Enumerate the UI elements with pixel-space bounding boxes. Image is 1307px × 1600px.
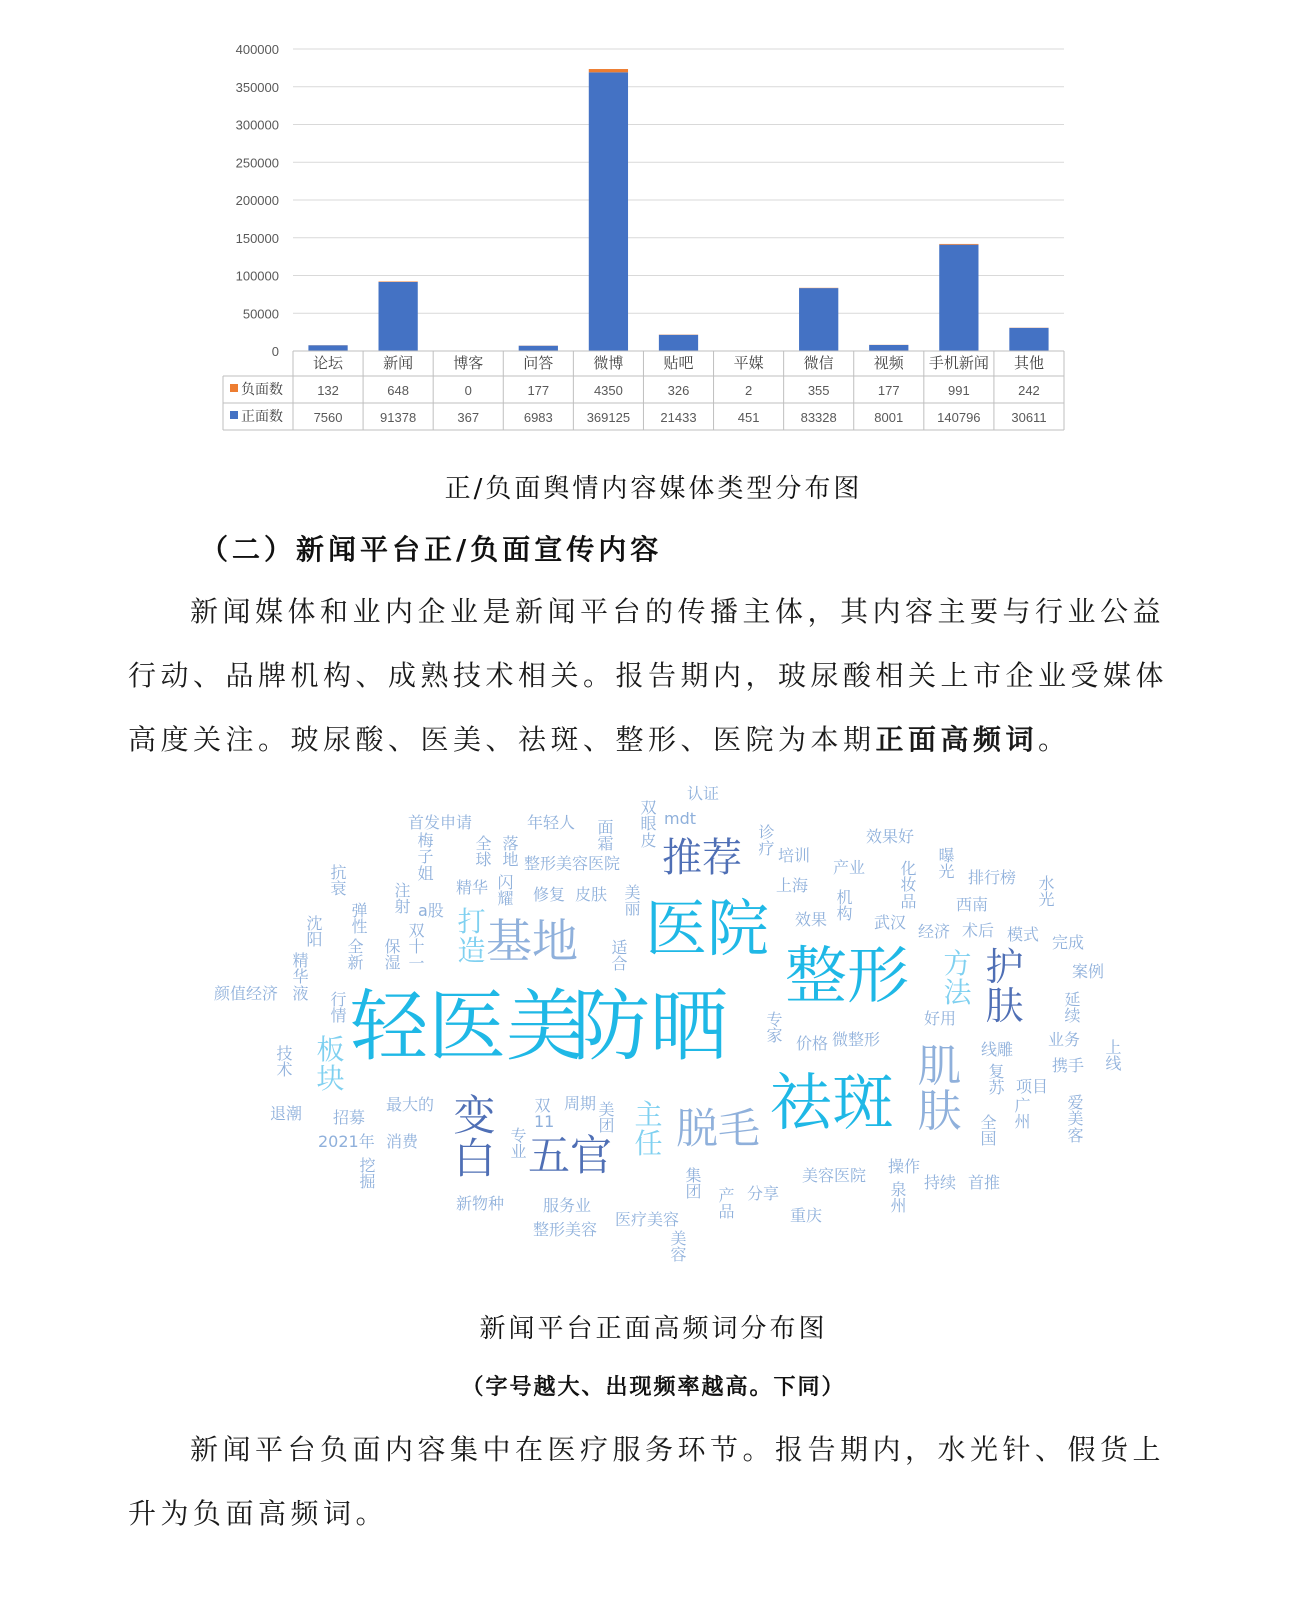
cloud-word: 产业 xyxy=(833,858,866,877)
y-tick-label: 100000 xyxy=(235,268,279,284)
cloud-word: 全新 xyxy=(347,937,364,973)
data-label-negative: 177 xyxy=(877,383,900,398)
y-tick-label: 400000 xyxy=(235,42,279,57)
bar-negative xyxy=(939,244,978,245)
cloud-word: 上线 xyxy=(1105,1038,1122,1074)
data-label-positive: 8001 xyxy=(874,410,904,425)
cloud-word: 泉州 xyxy=(890,1180,907,1216)
cloud-word: 全国 xyxy=(980,1113,997,1149)
cloud-word: 专家 xyxy=(766,1010,783,1046)
cloud-word: 周期 xyxy=(564,1094,597,1113)
cloud-word: 双十一 xyxy=(408,921,425,973)
data-label-positive: 369125 xyxy=(586,410,631,425)
y-tick-label: 250000 xyxy=(235,155,279,171)
legend-swatch-negative xyxy=(230,384,238,392)
cloud-word: 抗衰 xyxy=(330,863,347,899)
cloud-note: （字号越大、出现频率越高。下同） xyxy=(461,1375,846,1400)
cloud-word: 微整形 xyxy=(832,1030,881,1049)
y-tick-label: 50000 xyxy=(242,306,279,322)
x-tick-label: 问答 xyxy=(523,354,554,372)
bar-positive xyxy=(379,282,418,351)
bar-positive xyxy=(519,346,558,351)
cloud-word: 医院 xyxy=(645,892,770,965)
cloud-word: 整形 xyxy=(785,939,910,1012)
paragraph-1-end: 。 xyxy=(1038,723,1071,756)
cloud-word: 整形美容 xyxy=(533,1220,598,1239)
paragraph-2: 新闻平台负面内容集中在医疗服务环节。报告期内，水光针、假货上升为负面高频词。 xyxy=(128,1433,1166,1530)
media-type-bar-chart xyxy=(0,0,1307,450)
cloud-word: 技术 xyxy=(276,1044,293,1080)
x-tick-label: 手机新闻 xyxy=(928,354,989,372)
paragraph-1 xyxy=(128,580,1188,772)
x-tick-label: 视频 xyxy=(873,354,904,372)
cloud-word: 上海 xyxy=(776,876,809,895)
legend-label-positive: 正面数 xyxy=(241,409,283,425)
data-label-positive: 140796 xyxy=(937,410,981,425)
cloud-word: 延续 xyxy=(1064,990,1081,1026)
cloud-word: 操作 xyxy=(888,1157,921,1176)
cloud-word: 脱毛 xyxy=(676,1104,761,1153)
x-tick-label: 平媒 xyxy=(733,354,764,372)
cloud-word: 消费 xyxy=(386,1132,419,1151)
cloud-caption: 新闻平台正面高频词分布图 xyxy=(479,1314,828,1344)
data-label-negative: 326 xyxy=(667,383,690,398)
cloud-word: 适合 xyxy=(611,938,628,974)
data-label-negative: 242 xyxy=(1018,383,1040,398)
cloud-word: 爱美客 xyxy=(1067,1093,1084,1145)
cloud-word: 双11 xyxy=(534,1096,555,1132)
data-label-positive: 21433 xyxy=(660,410,697,425)
bar-positive xyxy=(589,72,628,351)
data-label-negative: 4350 xyxy=(593,383,623,398)
cloud-word: 最大的 xyxy=(386,1095,435,1114)
cloud-word: 培训 xyxy=(778,846,811,865)
cloud-word: 经济 xyxy=(918,922,951,941)
cloud-word: 医疗美容 xyxy=(615,1210,680,1229)
cloud-word: 行情 xyxy=(330,990,347,1026)
cloud-word: 修复 xyxy=(533,885,566,904)
cloud-word: 年轻人 xyxy=(527,813,576,832)
cloud-word: 方法 xyxy=(943,947,972,1009)
data-label-positive: 7560 xyxy=(313,410,343,425)
cloud-word: 首发申请 xyxy=(408,813,473,832)
cloud-word: 打造 xyxy=(457,905,486,967)
cloud-word: 线雕 xyxy=(981,1040,1014,1059)
cloud-word: 持续 xyxy=(924,1173,957,1192)
cloud-word: 西南 xyxy=(956,895,989,914)
cloud-word: 集团 xyxy=(685,1166,702,1202)
data-label-negative: 0 xyxy=(464,383,472,398)
x-tick-label: 其他 xyxy=(1013,354,1044,372)
cloud-word: 复苏 xyxy=(988,1062,1005,1098)
cloud-word: 项目 xyxy=(1016,1077,1049,1096)
cloud-word: 弹性 xyxy=(351,901,368,937)
y-tick-label: 0 xyxy=(271,344,279,359)
cloud-word: 梅子姐 xyxy=(417,831,434,883)
cloud-word: 效果好 xyxy=(866,827,915,846)
cloud-word: 首推 xyxy=(968,1173,1001,1192)
y-tick-label: 150000 xyxy=(235,230,279,246)
cloud-word: 携手 xyxy=(1052,1056,1085,1075)
cloud-word: 水光 xyxy=(1038,874,1055,910)
cloud-word: 认证 xyxy=(687,784,720,803)
cloud-word: 退潮 xyxy=(270,1104,303,1123)
section-heading: （二）新闻平台正/负面宣传内容 xyxy=(200,533,663,566)
cloud-word: 美团 xyxy=(598,1100,615,1136)
paragraph-1-text: 新闻媒体和业内企业是新闻平台的传播主体，其内容主要与行业公益行动、品牌机构、成熟技术相关。报告期内，玻尿酸相关上市企业受媒体高度关注。玻尿酸、医美、祛斑、整形、医院为本期 xyxy=(128,595,1169,756)
data-label-negative: 355 xyxy=(807,383,830,398)
cloud-word: 变白 xyxy=(453,1091,496,1183)
cloud-word: 诊疗 xyxy=(758,823,775,859)
x-tick-label: 论坛 xyxy=(313,354,344,372)
y-tick-label: 350000 xyxy=(235,79,279,95)
bar-positive xyxy=(1009,328,1048,351)
cloud-word: 注射 xyxy=(394,881,411,917)
cloud-word: 颜值经济 xyxy=(214,984,279,1003)
data-label-negative: 177 xyxy=(527,383,550,398)
cloud-word: 基地 xyxy=(486,914,578,968)
cloud-word: 防晒 xyxy=(572,982,729,1072)
cloud-word: 美丽 xyxy=(624,883,641,919)
x-tick-label: 微信 xyxy=(803,354,834,372)
data-label-negative: 991 xyxy=(948,383,970,398)
cloud-word: 双眼皮 xyxy=(640,798,657,850)
cloud-word: 挖掘 xyxy=(359,1156,376,1192)
cloud-word: 肌肤 xyxy=(917,1041,962,1137)
legend-swatch-positive xyxy=(230,411,238,419)
cloud-word: 保湿 xyxy=(384,937,401,973)
bar-negative xyxy=(589,69,628,72)
data-label-positive: 451 xyxy=(737,410,760,425)
cloud-word: 轻医美 xyxy=(350,982,585,1072)
cloud-word: 板块 xyxy=(316,1033,345,1095)
cloud-word: 专业 xyxy=(510,1126,527,1162)
cloud-word: 新物种 xyxy=(456,1194,505,1213)
cloud-word: 机构 xyxy=(836,888,853,924)
data-label-positive: 91378 xyxy=(380,410,417,425)
cloud-word: 案例 xyxy=(1072,962,1105,981)
cloud-word: 曝光 xyxy=(938,846,955,882)
data-label-positive: 83328 xyxy=(800,410,837,425)
cloud-word: 重庆 xyxy=(790,1206,823,1225)
x-tick-label: 博客 xyxy=(453,354,484,372)
cloud-word: 业务 xyxy=(1048,1030,1081,1049)
cloud-word: 主任 xyxy=(634,1098,663,1160)
chart-caption: 正/负面舆情内容媒体类型分布图 xyxy=(444,474,863,504)
x-tick-label: 新闻 xyxy=(383,354,414,372)
cloud-word: 招募 xyxy=(333,1108,366,1127)
cloud-word: 化妆品 xyxy=(900,859,917,911)
cloud-word: 术后 xyxy=(962,921,995,940)
y-tick-label: 200000 xyxy=(235,193,279,208)
legend-label-negative: 负面数 xyxy=(241,382,283,398)
cloud-word: 推荐 xyxy=(662,835,742,881)
cloud-word: 排行榜 xyxy=(968,868,1017,887)
cloud-word: 价格 xyxy=(796,1034,829,1053)
cloud-word: 祛斑 xyxy=(770,1066,895,1139)
bar-positive xyxy=(939,245,978,351)
cloud-word: 全球 xyxy=(475,834,492,870)
paragraph-1-bold: 正面高频词 xyxy=(875,723,1039,756)
cloud-word: mdt xyxy=(664,809,697,828)
cloud-word: 好用 xyxy=(924,1009,957,1028)
cloud-word: 落地 xyxy=(502,834,519,870)
data-label-negative: 648 xyxy=(387,383,409,398)
bar-positive xyxy=(869,345,908,351)
cloud-word: 皮肤 xyxy=(575,885,608,904)
cloud-word: 效果 xyxy=(795,910,828,929)
data-label-positive: 367 xyxy=(457,410,480,425)
cloud-word: 沈阳 xyxy=(306,914,323,950)
cloud-word: a股 xyxy=(418,901,444,920)
cloud-word: 武汉 xyxy=(874,913,907,932)
bar-positive xyxy=(799,288,838,351)
bar-positive xyxy=(308,345,347,351)
cloud-word: 整形美容医院 xyxy=(524,854,621,873)
cloud-word: 精华 xyxy=(456,878,489,897)
bar-positive xyxy=(659,335,698,351)
cloud-word: 美容医院 xyxy=(802,1166,867,1185)
cloud-word: 服务业 xyxy=(543,1196,592,1215)
cloud-word: 广州 xyxy=(1014,1096,1031,1132)
cloud-word: 2021年 xyxy=(318,1132,375,1151)
x-tick-label: 微博 xyxy=(593,354,624,372)
cloud-word: 分享 xyxy=(747,1184,780,1203)
data-label-positive: 6983 xyxy=(523,410,553,425)
x-tick-label: 贴吧 xyxy=(663,354,694,372)
y-tick-label: 300000 xyxy=(235,117,279,133)
cloud-word: 精华液 xyxy=(292,951,309,1003)
data-label-negative: 132 xyxy=(317,383,339,398)
cloud-word: 美容 xyxy=(670,1229,687,1265)
cloud-word: 产品 xyxy=(718,1186,735,1222)
cloud-word: 闪耀 xyxy=(497,873,514,909)
data-label-positive: 30611 xyxy=(1011,410,1047,425)
cloud-word: 完成 xyxy=(1052,933,1085,952)
cloud-word: 护肤 xyxy=(985,945,1024,1028)
cloud-word: 模式 xyxy=(1007,925,1040,944)
cloud-word: 五官 xyxy=(528,1131,613,1180)
data-label-negative: 2 xyxy=(744,383,753,398)
cloud-word: 面霜 xyxy=(597,818,614,854)
